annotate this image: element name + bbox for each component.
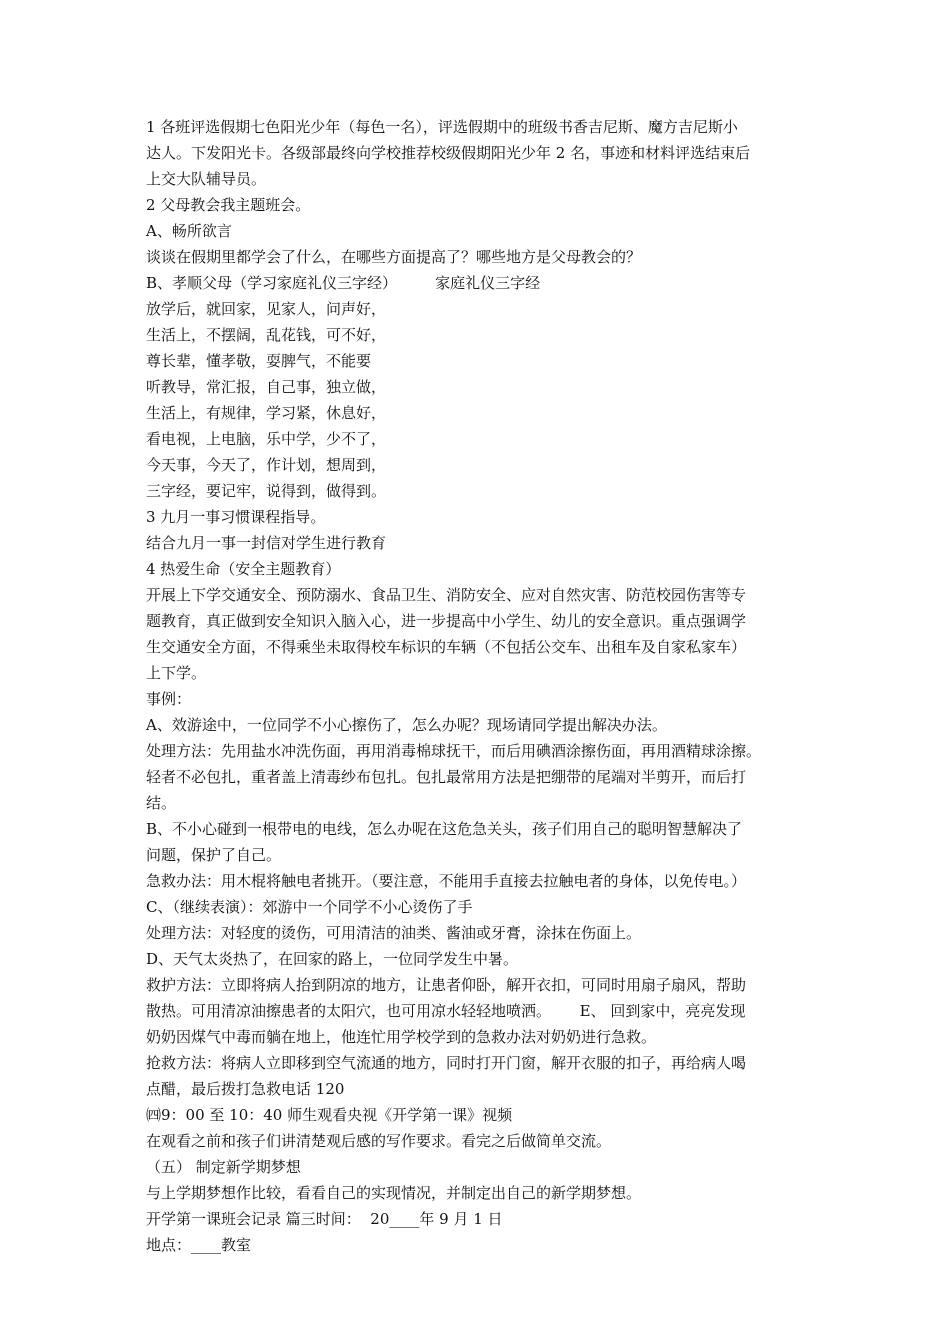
- text-line: 看电视，上电脑，乐中学，少不了，: [146, 430, 387, 448]
- text-line: 开展上下学交通安全、预防溺水、食品卫生、消防安全、应对自然灾害、防范校园伤害等专: [146, 586, 747, 604]
- paragraph: [146, 582, 818, 686]
- paragraph: [146, 192, 818, 218]
- text-line: 1 各班评选假期七色阳光少年（每色一名），评选假期中的班级书香吉尼斯、魔方吉尼斯小: [146, 118, 738, 136]
- text-line: 散热。可用清凉油擦患者的太阳穴，也可用凉水轻轻地喷洒。 E、 回到家中，亮亮发现: [146, 1002, 746, 1020]
- text-line: C、（继续表演）：郊游中一个同学不小心烫伤了手: [146, 898, 473, 916]
- paragraph: [146, 920, 818, 946]
- text-line: 三字经，要记牢，说得到，做得到。: [146, 482, 387, 500]
- paragraph: [146, 1180, 818, 1206]
- text-line: 达人。下发阳光卡。各级部最终向学校推荐校级假期阳光少年 2 名，事迹和材料评选结束后: [146, 144, 751, 162]
- paragraph: [146, 1206, 818, 1232]
- text-line: 3 九月一事习惯课程指导。: [146, 508, 326, 526]
- text-line: 点醋，最后拨打急救电话 120: [146, 1080, 345, 1098]
- text-line: （五） 制定新学期梦想: [146, 1158, 301, 1176]
- text-line: 在观看之前和孩子们讲清楚观后感的写作要求。看完之后做简单交流。: [146, 1132, 612, 1150]
- paragraph: [146, 946, 818, 972]
- paragraph: [146, 712, 818, 738]
- paragraph: [146, 1232, 818, 1258]
- text-line: A、效游途中，一位同学不小心擦伤了，怎么办呢？现场请同学提出解决办法。: [146, 716, 667, 734]
- paragraph: [146, 218, 818, 244]
- text-line: 地点：____教室: [146, 1236, 252, 1254]
- paragraph: [146, 530, 818, 556]
- text-line: 上下学。: [146, 664, 207, 682]
- text-line: 2 父母教会我主题班会。: [146, 196, 311, 214]
- text-line: 处理方法：对轻度的烫伤，可用清洁的油类、酱油或牙膏，涂抹在伤面上。: [146, 924, 642, 942]
- paragraph: [146, 244, 818, 270]
- text-line: 生交通安全方面，不得乘坐未取得校车标识的车辆（不包括公交车、出租车及自家私家车）: [146, 638, 747, 656]
- text-line: ㈣9：00 至 10：40 师生观看央视《开学第一课》视频: [146, 1106, 513, 1124]
- paragraph: [146, 738, 818, 816]
- paragraph: [146, 400, 818, 426]
- paragraph: [146, 1154, 818, 1180]
- paragraph: [146, 1050, 818, 1102]
- paragraph: [146, 686, 818, 712]
- paragraph: [146, 426, 818, 452]
- text-line: 救护方法：立即将病人抬到阴凉的地方，让患者仰卧，解开衣扣，可同时用扇子扇风，帮助: [146, 976, 747, 994]
- text-line: 4 热爱生命（安全主题教育）: [146, 560, 341, 578]
- text-line: 放学后，就回家，见家人，问声好，: [146, 300, 387, 318]
- text-line: 结合九月一事一封信对学生进行教育: [146, 534, 387, 552]
- paragraph: [146, 374, 818, 400]
- text-line: 与上学期梦想作比较，看看自己的实现情况，并制定出自己的新学期梦想。: [146, 1184, 642, 1202]
- text-line: 轻者不必包扎，重者盖上清毒纱布包扎。包扎最常用方法是把绷带的尾端对半剪开，而后打: [146, 768, 747, 786]
- text-line: 事例：: [146, 690, 192, 708]
- text-line: 听教导，常汇报，自己事，独立做，: [146, 378, 387, 396]
- paragraph: [146, 322, 818, 348]
- paragraph: [146, 114, 818, 192]
- paragraph: [146, 504, 818, 530]
- paragraph: [146, 478, 818, 504]
- paragraph: [146, 452, 818, 478]
- text-line: B、不小心碰到一根带电的电线，怎么办呢在这危急关头，孩子们用自己的聪明智慧解决了: [146, 820, 743, 838]
- text-line: 抢救方法：将病人立即移到空气流通的地方，同时打开门窗，解开衣服的扣子，再给病人喝: [146, 1054, 747, 1072]
- text-line: A、畅所欲言: [146, 222, 232, 240]
- paragraph: [146, 972, 818, 1050]
- text-line: 开学第一课班会记录 篇三时间： 20____年 9 月 1 日: [146, 1210, 503, 1228]
- text-line: 结。: [146, 794, 177, 812]
- paragraph: [146, 868, 818, 920]
- text-line: 问题，保护了自己。: [146, 846, 282, 864]
- text-line: 尊长辈，懂孝敬，耍脾气，不能要: [146, 352, 372, 370]
- paragraph: [146, 1128, 818, 1154]
- paragraph: [146, 1102, 818, 1128]
- document-body: [146, 114, 818, 1258]
- text-line: D、天气太炎热了，在回家的路上，一位同学发生中暑。: [146, 950, 519, 968]
- text-line: 上交大队辅导员。: [146, 170, 267, 188]
- paragraph: [146, 270, 818, 296]
- text-line: B、孝顺父母（学习家庭礼仪三字经） 家庭礼仪三字经: [146, 274, 541, 292]
- text-line: 生活上，有规律，学习紧，休息好，: [146, 404, 387, 422]
- text-line: 谈谈在假期里都学会了什么，在哪些方面提高了？哪些地方是父母教会的？: [146, 248, 642, 266]
- text-line: 今天事，今天了，作计划，想周到，: [146, 456, 387, 474]
- text-line: 题教育，真正做到安全知识入脑入心，进一步提高中小学生、幼儿的安全意识。重点强调学: [146, 612, 747, 630]
- text-line: 处理方法：先用盐水冲洗伤面，再用消毒棉球抚干，而后用碘酒涂擦伤面，再用酒精球涂擦。: [146, 742, 762, 760]
- paragraph: [146, 816, 818, 868]
- paragraph: [146, 296, 818, 322]
- text-line: 生活上，不摆阔，乱花钱，可不好，: [146, 326, 387, 344]
- text-line: 奶奶因煤气中毒而躺在地上，他连忙用学校学到的急救办法对奶奶进行急救。: [146, 1028, 657, 1046]
- paragraph: [146, 556, 818, 582]
- paragraph: [146, 348, 818, 374]
- text-line: 急救办法：用木棍将触电者挑开。（要注意，不能用手直接去拉触电者的身体，以免传电。）: [146, 872, 747, 890]
